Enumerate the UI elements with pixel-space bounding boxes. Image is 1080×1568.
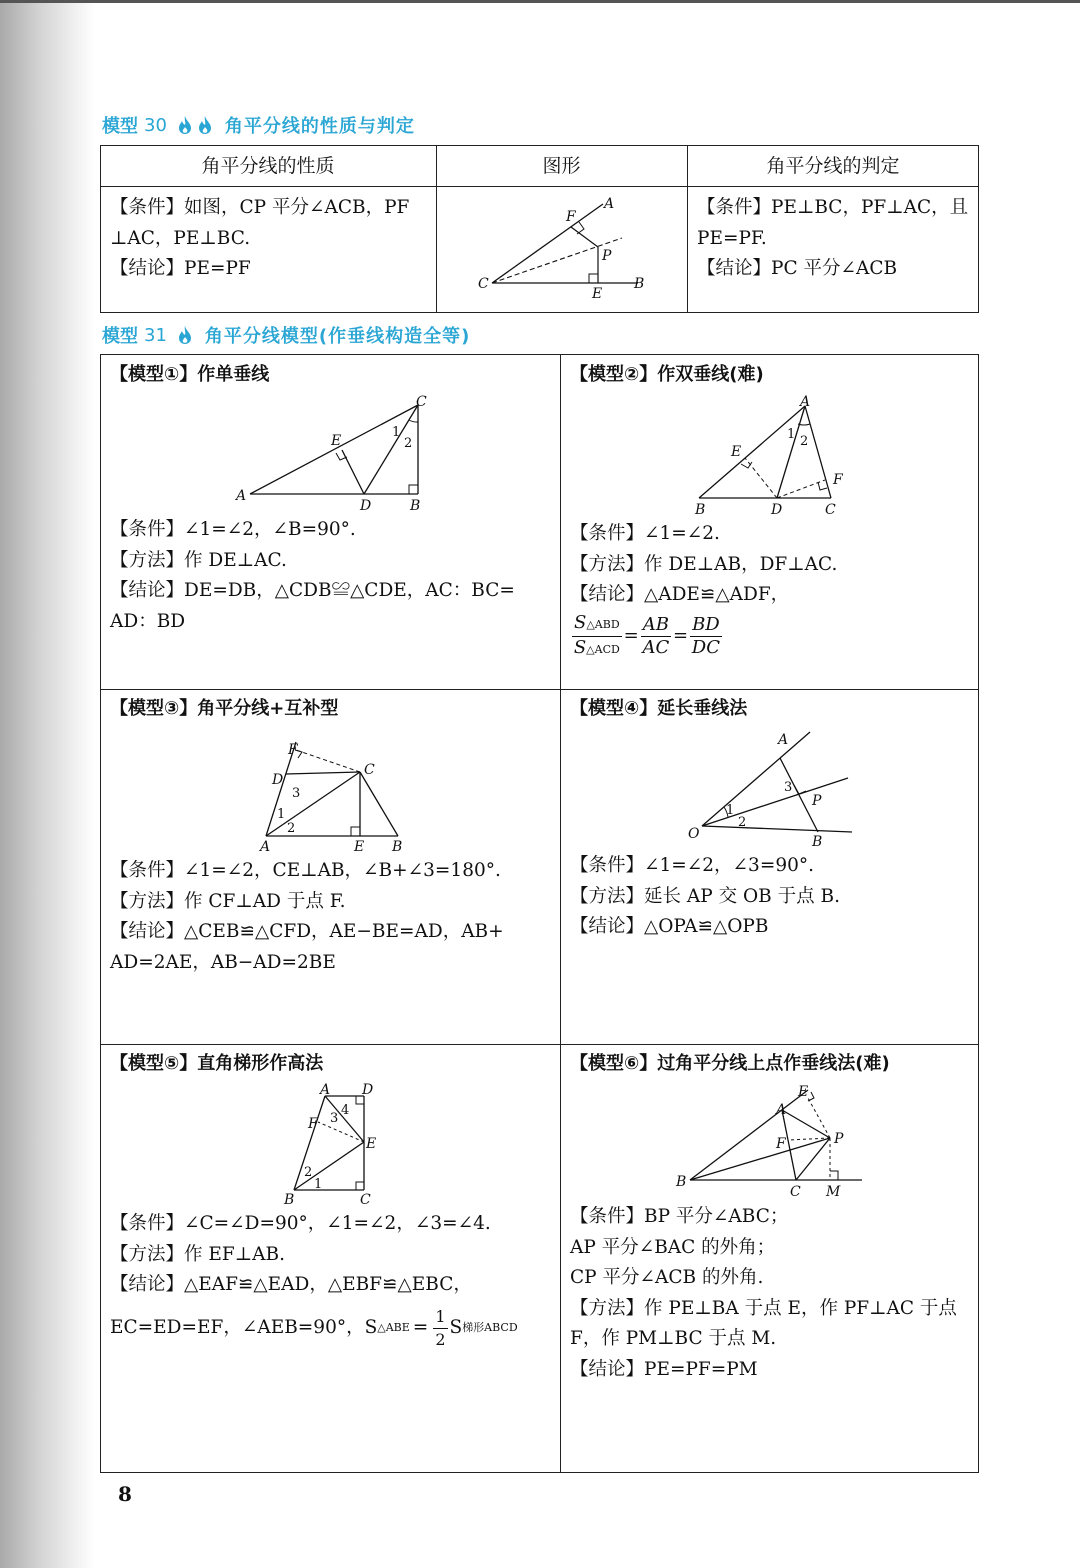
formula-text: 2 bbox=[435, 1330, 446, 1349]
text-line: 【条件】∠1=∠2，∠B=90°. bbox=[110, 519, 356, 540]
svg-text:2: 2 bbox=[738, 815, 747, 830]
segment-ratio-fraction bbox=[690, 614, 722, 659]
svg-text:2: 2 bbox=[287, 821, 296, 836]
formula-text: EC=ED=EF，∠AEB=90°，S bbox=[110, 1317, 378, 1339]
table-divider bbox=[100, 186, 979, 187]
svg-text:B: B bbox=[410, 498, 421, 514]
svg-text:A: A bbox=[800, 394, 811, 410]
table-divider bbox=[560, 354, 561, 1473]
section-30-label: 模型 bbox=[102, 116, 138, 137]
col-head-property: 角平分线的性质 bbox=[201, 155, 335, 177]
col-head-figure: 图形 bbox=[542, 155, 581, 177]
svg-text:D: D bbox=[771, 502, 783, 518]
text-line: 【条件】BP 平分∠ABC； bbox=[570, 1206, 789, 1227]
text-line: 【条件】∠1=∠2，CE⊥AB，∠B+∠3=180°. bbox=[110, 860, 501, 881]
text-line: 【结论】PE=PF bbox=[110, 258, 251, 279]
model-5-text bbox=[110, 1209, 555, 1301]
text-line: 【条件】∠C=∠D=90°，∠1=∠2，∠3=∠4. bbox=[110, 1213, 491, 1234]
figure-model-3 bbox=[250, 730, 420, 858]
text-line: 【结论】△OPA≌△OPB bbox=[570, 916, 769, 937]
formula-text: S bbox=[449, 1317, 463, 1339]
text-line: 【条件】∠1=∠2，∠3=90°. bbox=[570, 855, 814, 876]
formula-text: AC bbox=[642, 637, 670, 658]
text-line: AP 平分∠BAC 的外角； bbox=[570, 1236, 776, 1258]
model-5-title: 【模型⑤】直角梯形作高法 bbox=[110, 1053, 324, 1074]
svg-text:A: A bbox=[778, 732, 789, 748]
svg-text:1: 1 bbox=[726, 803, 735, 818]
section-30-number: 30 bbox=[144, 114, 167, 136]
flame-icon bbox=[177, 115, 193, 135]
svg-text:B: B bbox=[676, 1174, 687, 1190]
text-line: 【结论】PC 平分∠ACB bbox=[697, 258, 898, 279]
text-line: AD=2AE，AB−AD=2BE bbox=[110, 951, 336, 973]
text-line: 【结论】△ADE≌△ADF， bbox=[570, 584, 790, 605]
model-1-title: 【模型①】作单垂线 bbox=[110, 364, 270, 385]
figure-model-4 bbox=[680, 728, 860, 853]
svg-text:D: D bbox=[360, 498, 372, 514]
text-line: 【条件】∠1=∠2. bbox=[570, 523, 720, 544]
svg-text:2: 2 bbox=[800, 434, 809, 449]
model-5-formula bbox=[110, 1306, 555, 1351]
svg-text:F: F bbox=[776, 1136, 786, 1152]
text-line: 【条件】如图，CP 平分∠ACB，PF bbox=[110, 197, 410, 218]
formula-subscript: △ACD bbox=[586, 643, 620, 656]
svg-text:D: D bbox=[362, 1082, 374, 1098]
svg-text:E: E bbox=[331, 433, 342, 449]
section-31-title: 角平分线模型(作垂线构造全等) bbox=[204, 326, 471, 347]
model-2-formula: $\frac{\text{S△ABD}}{\text{S△ACD}}$ = $\frac{AB}{AC}$ = $\frac{BD}{DC}$ bbox=[570, 612, 724, 661]
text-line: 【方法】作 EF⊥AB. bbox=[110, 1243, 285, 1265]
svg-text:3: 3 bbox=[784, 780, 793, 795]
page-number: 8 bbox=[118, 1482, 132, 1506]
text-line: AD：BD bbox=[110, 610, 186, 632]
text-line: ⊥AC，PE⊥BC. bbox=[110, 227, 251, 249]
section-31-label: 模型 bbox=[102, 326, 138, 347]
formula-subscript: △ABE bbox=[377, 1321, 410, 1335]
formula-text: AB bbox=[642, 614, 669, 635]
formula-text: DC bbox=[691, 637, 721, 658]
section-30-title: 角平分线的性质与判定 bbox=[224, 116, 415, 137]
svg-text:C: C bbox=[825, 502, 836, 518]
figure-model-6 bbox=[668, 1078, 878, 1203]
formula-text: 1 bbox=[433, 1306, 447, 1329]
svg-text:B: B bbox=[392, 839, 403, 855]
side-ratio-fraction bbox=[641, 614, 671, 659]
svg-text:E: E bbox=[798, 1084, 809, 1100]
flame-icon bbox=[197, 115, 213, 135]
section-30-heading bbox=[102, 112, 415, 138]
svg-text:F: F bbox=[566, 209, 576, 225]
text-line: 【方法】作 DE⊥AB，DF⊥AC. bbox=[570, 553, 838, 575]
text-line: 【条件】PE⊥BC，PF⊥AC，且 bbox=[697, 197, 969, 218]
svg-text:B: B bbox=[634, 276, 645, 292]
svg-text:A: A bbox=[320, 1082, 331, 1098]
model-6-text bbox=[570, 1202, 975, 1385]
text-line: 【结论】△EAF≌△EAD，△EBF≌△EBC， bbox=[110, 1274, 472, 1295]
svg-text:4: 4 bbox=[341, 1103, 350, 1118]
svg-text:C: C bbox=[790, 1184, 801, 1200]
svg-text:O: O bbox=[688, 826, 700, 842]
svg-text:E: E bbox=[366, 1136, 377, 1152]
table-divider bbox=[100, 689, 979, 690]
svg-text:1: 1 bbox=[314, 1177, 323, 1192]
text-line: 【方法】作 PE⊥BA 于点 E，作 PF⊥AC 于点 bbox=[570, 1297, 957, 1319]
svg-text:2: 2 bbox=[304, 1165, 313, 1180]
text-line: 【结论】△CEB≌△CFD，AE−BE=AD，AB+ bbox=[110, 921, 504, 942]
svg-text:A: A bbox=[604, 196, 615, 212]
text-line: 【方法】作 CF⊥AD 于点 F. bbox=[110, 890, 346, 912]
model-4-title: 【模型④】延长垂线法 bbox=[570, 698, 748, 719]
svg-text:E: E bbox=[354, 839, 365, 855]
half-fraction bbox=[433, 1306, 447, 1351]
text-line: F，作 PM⊥BC 于点 M. bbox=[570, 1328, 777, 1349]
section-31-heading bbox=[102, 322, 470, 348]
figure-model-2 bbox=[685, 390, 860, 520]
svg-text:P: P bbox=[812, 793, 822, 809]
section-31-number: 31 bbox=[144, 324, 167, 346]
svg-text:C: C bbox=[416, 394, 427, 410]
svg-text:P: P bbox=[602, 248, 612, 264]
book-spine-shadow bbox=[0, 3, 95, 1568]
flame-icon bbox=[177, 325, 193, 345]
figure-model-1 bbox=[230, 390, 440, 515]
svg-text:P: P bbox=[834, 1131, 844, 1147]
svg-text:1: 1 bbox=[277, 807, 286, 822]
figure-angle-bisector-property bbox=[470, 190, 660, 305]
formula-text: S bbox=[573, 637, 587, 658]
formula-subscript: △ABD bbox=[586, 618, 620, 631]
property-text bbox=[110, 193, 430, 285]
svg-text:2: 2 bbox=[404, 436, 413, 451]
svg-text:C: C bbox=[478, 276, 489, 292]
svg-text:B: B bbox=[284, 1192, 295, 1208]
judgement-text bbox=[697, 193, 975, 285]
col-head-judgement: 角平分线的判定 bbox=[766, 155, 900, 177]
model-4-text bbox=[570, 851, 970, 943]
model-3-text bbox=[110, 856, 555, 978]
svg-text:3: 3 bbox=[330, 1111, 339, 1126]
svg-text:B: B bbox=[695, 502, 706, 518]
svg-text:M: M bbox=[826, 1184, 841, 1200]
area-ratio-fraction bbox=[572, 612, 622, 661]
svg-text:A: A bbox=[776, 1102, 787, 1118]
svg-text:C: C bbox=[364, 762, 375, 778]
svg-text:C: C bbox=[360, 1192, 371, 1208]
svg-text:F: F bbox=[833, 472, 843, 488]
formula-text: S bbox=[574, 612, 587, 633]
svg-text:D: D bbox=[272, 772, 284, 788]
model-3-title: 【模型③】角平分线+互补型 bbox=[110, 698, 339, 719]
svg-text:F: F bbox=[288, 742, 298, 758]
text-line: 【方法】作 DE⊥AC. bbox=[110, 549, 287, 571]
figure-model-5 bbox=[278, 1080, 388, 1210]
model-2-text bbox=[570, 519, 970, 611]
formula-subscript: 梯形ABCD bbox=[462, 1321, 518, 1335]
svg-text:A: A bbox=[260, 839, 271, 855]
text-line: 【结论】DE=DB，△CDB≌△CDE，AC：BC= bbox=[110, 580, 515, 601]
svg-text:1: 1 bbox=[787, 427, 796, 442]
top-edge-line bbox=[0, 0, 1080, 3]
text-line: CP 平分∠ACB 的外角. bbox=[570, 1267, 764, 1288]
svg-text:E: E bbox=[592, 286, 603, 302]
svg-text:1: 1 bbox=[392, 425, 401, 440]
model-6-title: 【模型⑥】过角平分线上点作垂线法(难) bbox=[570, 1053, 890, 1074]
formula-text: BD bbox=[692, 614, 720, 635]
text-line: PE=PF. bbox=[697, 227, 767, 249]
svg-text:E: E bbox=[731, 444, 742, 460]
svg-text:F: F bbox=[308, 1116, 318, 1132]
formula-text: = bbox=[412, 1317, 429, 1339]
svg-text:A: A bbox=[236, 488, 247, 504]
model-2-title: 【模型②】作双垂线(难) bbox=[570, 364, 764, 385]
text-line: 【结论】PE=PF=PM bbox=[570, 1358, 758, 1380]
table-divider bbox=[100, 1044, 979, 1045]
svg-text:B: B bbox=[812, 834, 823, 850]
model-1-text bbox=[110, 515, 555, 637]
text-line: 【方法】延长 AP 交 OB 于点 B. bbox=[570, 885, 840, 907]
svg-text:3: 3 bbox=[292, 786, 301, 801]
